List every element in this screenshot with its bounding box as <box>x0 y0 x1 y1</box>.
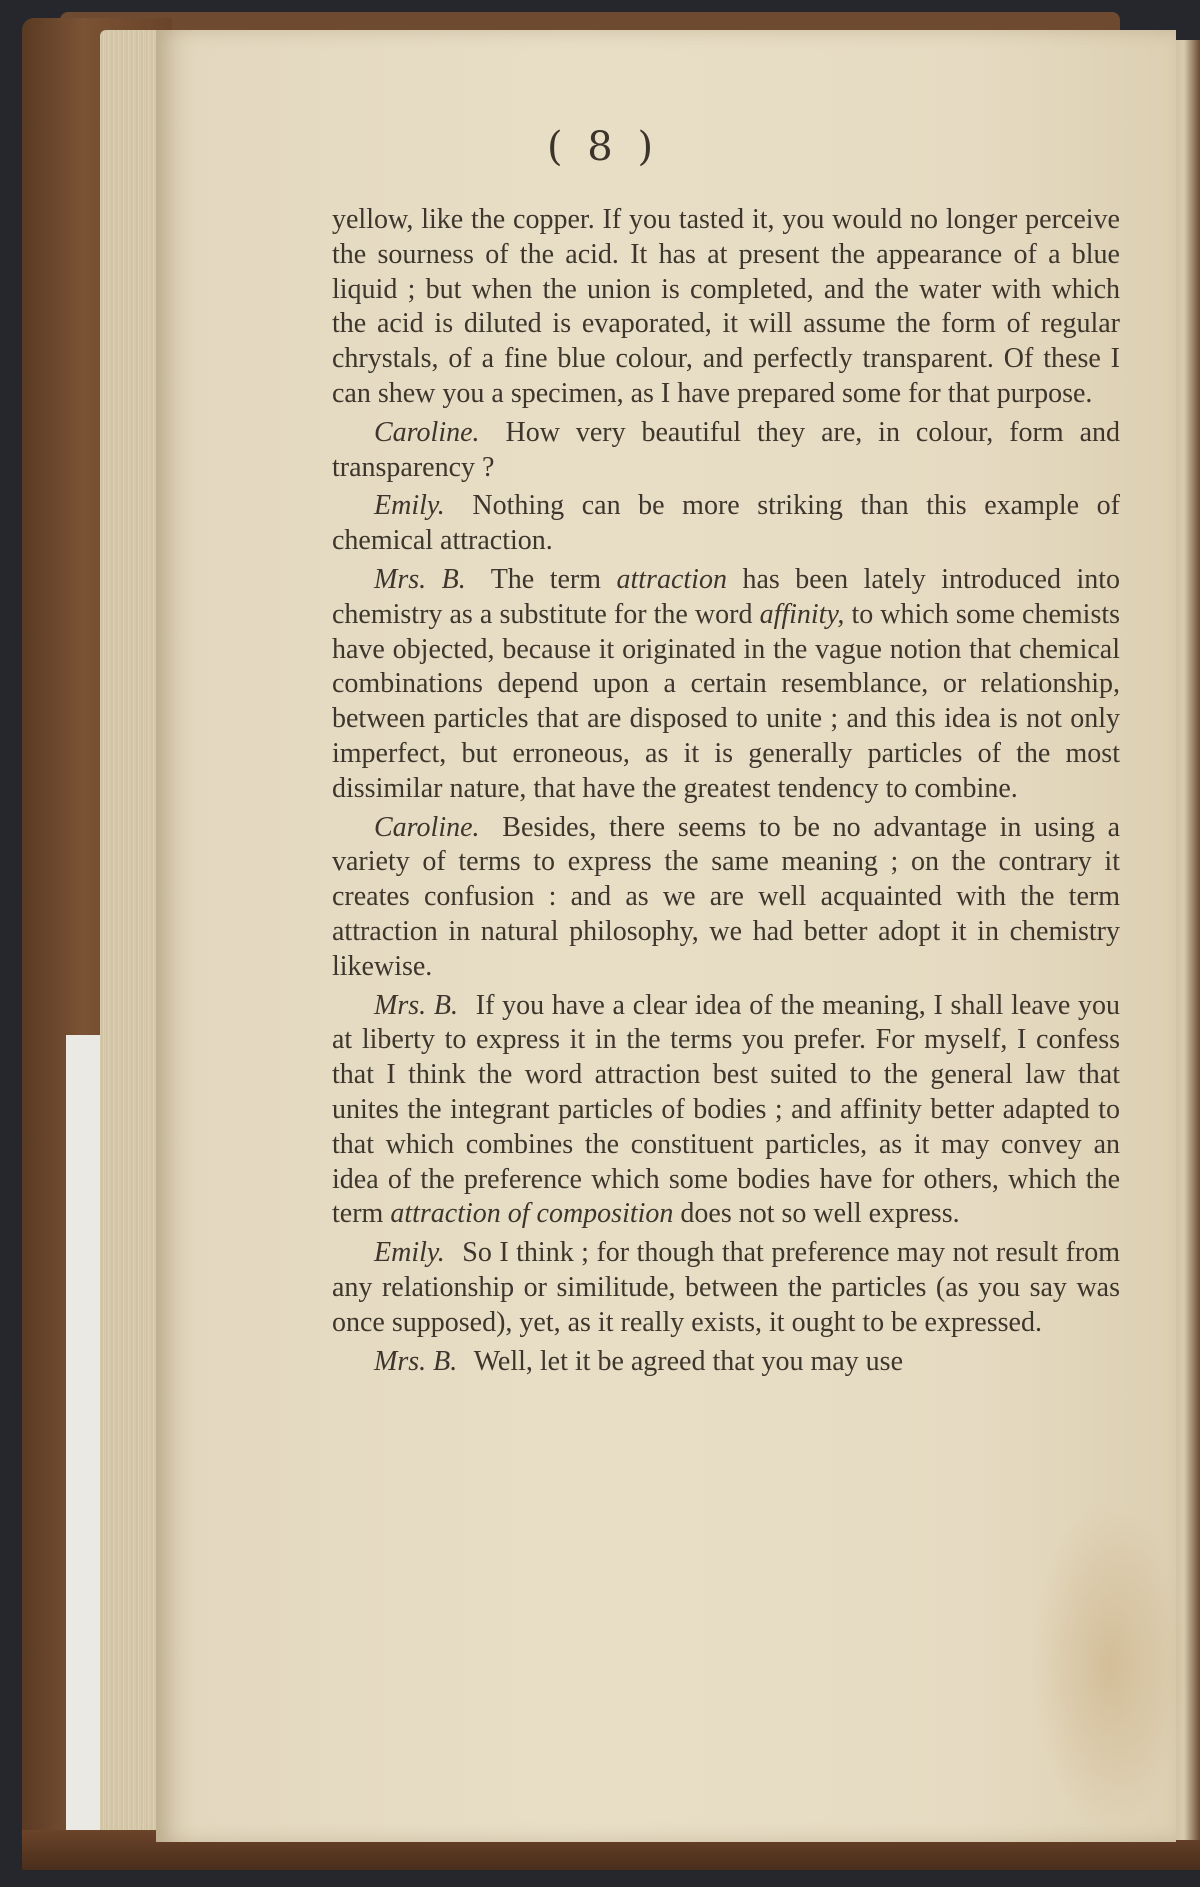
speaker-name: Mrs. B. <box>374 1345 458 1377</box>
paragraph-text: has been lately introduced into chemistry as a substitute for the word <box>332 563 1121 630</box>
speaker-name: Emily. <box>374 1237 445 1269</box>
paragraph-text: If you have a clear idea of the meaning, I shall leave you at liberty to express it in the terms you prefer. For myself, I confess that I think the word attraction best suited to the general law that unites the integrant particles of bodies ; and affinity better adapted to that which combines the constituent particles, as it may convey an idea of the preference which some bodies have for others, which the term <box>332 989 1120 1230</box>
paragraph-text: So I think ; for though that preference may not result from any relationship or similitude, between the particles (as you say was once supposed), yet, as it really exists, it ought to be expressed. <box>332 1237 1121 1338</box>
italic-term: attraction <box>616 563 727 595</box>
italic-term: affinity, <box>759 598 845 630</box>
paragraph <box>332 811 1120 985</box>
paragraph-text: Well, let it be agreed that you may use <box>473 1345 904 1377</box>
paragraph <box>332 1345 1120 1380</box>
paragraph-text: The term <box>490 563 602 595</box>
paragraph-text: Besides, there seems to be no advantage in using a variety of terms to express the same meaning ; on the contrary it creates confusion : and as we are well acquainted with the term attraction in natural philosophy, we had better adopt it in chemistry likewise. <box>332 811 1121 982</box>
paragraph <box>332 203 1120 412</box>
paragraph <box>332 416 1120 486</box>
paragraph-text: Nothing can be more striking than this example of chemical attraction. <box>332 490 1121 557</box>
water-stain <box>1030 1500 1190 1830</box>
paragraph <box>332 1236 1120 1340</box>
speaker-name: Mrs. B. <box>374 989 458 1021</box>
speaker-name: Caroline. <box>374 416 480 448</box>
italic-term: attraction of composition <box>390 1198 674 1230</box>
speaker-name: Caroline. <box>374 811 480 843</box>
page-number: ( 8 ) <box>546 124 654 170</box>
paragraph-text: How very beautiful they are, in colour, form and transparency ? <box>332 416 1121 483</box>
page-stack-edges <box>100 30 162 1845</box>
speaker-name: Mrs. B. <box>374 563 466 595</box>
paragraph <box>332 563 1120 807</box>
paragraph-text: to which some chemists have objected, because it originated in the vague notion that chemical combinations depend upon a certain resemblance, or relationship, between particles that are disposed to unite ; and this idea is not only imperfect, but erroneous, as it is generally particles of the most dissimilar nature, that have the greatest tendency to combine. <box>332 598 1121 804</box>
paragraph <box>332 489 1120 559</box>
paragraph <box>332 989 1120 1233</box>
backing-strip <box>66 1035 104 1835</box>
page-body-text <box>332 203 1120 1383</box>
paragraph-text: yellow, like the copper. If you tasted it, you would no longer perceive the sourness of the acid. It has at present the appearance of a blue liquid ; but when the union is completed, and the water with which the acid is diluted is evaporated, it will assume the form of regular chrystals, of a fine blue colour, and perfectly transparent. Of these I can shew you a specimen, as I have prepared some for that purpose. <box>332 204 1120 409</box>
speaker-name: Emily. <box>374 490 445 522</box>
paragraph-text: does not so well express. <box>680 1198 960 1230</box>
